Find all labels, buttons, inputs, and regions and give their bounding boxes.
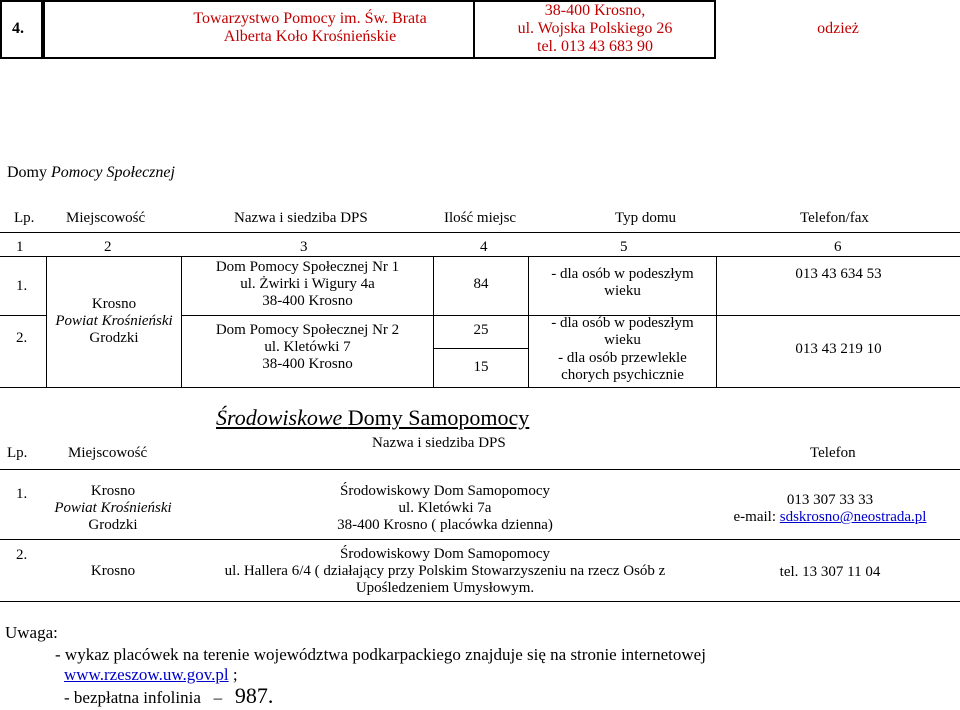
dps-phone: 013 43 219 10 xyxy=(795,341,882,357)
dps-places: 15 xyxy=(473,359,489,375)
header-phone: Telefon/fax xyxy=(800,210,869,226)
header-city: Miejscowość xyxy=(66,210,146,226)
dps-city-cell: Krosno Powiat Krośnieński Grodzki xyxy=(55,296,173,346)
sds-name-cell: Środowiskowy Dom Samopomocy ul. Kletówki 7a 38-400 Krosno ( placówka dzienna) xyxy=(337,483,553,533)
row-number: 4. xyxy=(12,20,24,37)
note-line-2: www.rzeszow.uw.gov.pl ; xyxy=(64,665,238,684)
dps-name-cell: Dom Pomocy Społecznej Nr 2 ul. Kletówki 7 38-400 Krosno xyxy=(215,322,400,372)
sds-contact-cell: 013 307 33 33 e-mail: sdskrosno@neostrada.pl xyxy=(733,492,927,525)
sds-city-cell: Krosno xyxy=(90,563,136,579)
col-number: 5 xyxy=(620,239,628,255)
note-line-1: - wykaz placówek na terenie województwa podkarpackiego znajduje się na stronie internetowej xyxy=(55,645,706,664)
aid-category: odzież xyxy=(817,20,859,37)
dps-name-cell: Dom Pomocy Społecznej Nr 1 ul. Żwirki i Wigury 4a 38-400 Krosno xyxy=(215,259,400,309)
header-lp: Lp. xyxy=(14,210,35,226)
dps-phone: 013 43 634 53 xyxy=(795,266,882,282)
note-label: Uwaga: xyxy=(5,623,58,642)
sds-phone: tel. 13 307 11 04 xyxy=(779,564,881,580)
sds-header-lp: Lp. xyxy=(7,445,28,461)
header-places: Ilość miejsc xyxy=(444,210,517,226)
infoline-number: 987. xyxy=(234,683,274,708)
col-number: 6 xyxy=(834,239,842,255)
dps-places: 25 xyxy=(473,322,489,338)
col-number: 4 xyxy=(480,239,488,255)
col-number: 3 xyxy=(300,239,308,255)
sds-row-lp: 2. xyxy=(16,547,28,563)
dps-type: - dla osób w podeszłym wieku xyxy=(551,266,694,299)
website-link[interactable]: www.rzeszow.uw.gov.pl xyxy=(64,665,229,684)
dps-places: 84 xyxy=(473,276,489,292)
dps-row-lp: 2. xyxy=(16,330,28,346)
org-name: Towarzystwo Pomocy im. Św. Brata Alberta Koło Krośnieńskie xyxy=(193,10,427,45)
dps-type: - dla osób w podeszłym wieku xyxy=(551,315,694,348)
sds-header-name: Nazwa i siedziba DPS xyxy=(372,435,506,451)
note-line-3: - bezpłatna infolinia – 987. xyxy=(64,683,274,708)
col-number: 1 xyxy=(16,239,24,255)
org-address: 38-400 Krosno, ul. Wojska Polskiego 26 tel. 013 43 683 90 xyxy=(517,2,673,55)
col-number: 2 xyxy=(104,239,112,255)
dps-type: - dla osób przewlekle chorych psychicznie xyxy=(558,350,687,383)
sds-row-lp: 1. xyxy=(16,486,28,502)
sds-header-city: Miejscowość xyxy=(68,445,148,461)
email-link[interactable]: sdskrosno@neostrada.pl xyxy=(779,509,927,525)
dps-section-title: Domy Pomocy Społecznej xyxy=(7,164,175,181)
sds-name-cell: Środowiskowy Dom Samopomocy ul. Hallera 6/4 ( działający przy Polskim Stowarzyszeniu na rzecz Osób z Upośledzeniem Umysłowym. xyxy=(224,546,666,596)
header-name: Nazwa i siedziba DPS xyxy=(234,210,368,226)
sds-city-cell: Krosno Powiat Krośnieński Grodzki xyxy=(54,483,172,533)
sds-header-phone: Telefon xyxy=(810,445,856,461)
header-type: Typ domu xyxy=(615,210,677,226)
sds-section-title: Środowiskowe Domy Samopomocy xyxy=(216,405,530,430)
dps-row-lp: 1. xyxy=(16,278,28,294)
